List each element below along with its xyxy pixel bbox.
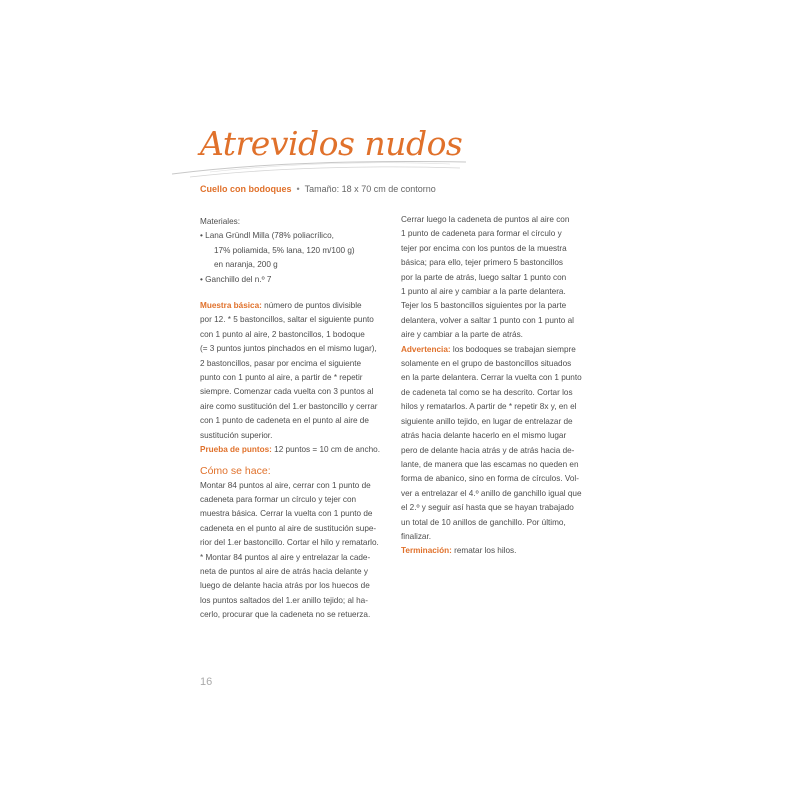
como-line: Montar 84 puntos al aire, cerrar con 1 punto de — [200, 480, 371, 490]
intro-line: 1 punto al aire y cambiar a la parte delantera. — [401, 287, 566, 297]
muestra-line: sustitución superior. — [200, 430, 273, 440]
decorative-swoosh — [170, 150, 470, 180]
prueba-paragraph — [200, 443, 392, 457]
muestra-paragraph-first — [200, 299, 392, 313]
terminacion-paragraph — [401, 544, 593, 558]
muestra-text: número de puntos divisible — [261, 301, 362, 311]
page-number: 16 — [200, 676, 213, 688]
advertencia-line: en la parte delantera. Cerrar la vuelta con 1 punto — [401, 373, 582, 383]
advertencia-line: hilos y rematarlos. A partir de * repetir 8x y, en el — [401, 402, 577, 412]
prueba-text: 12 puntos = 10 cm de ancho. — [271, 445, 380, 455]
advertencia-line: solamente en el grupo de bastoncillos situados — [401, 359, 572, 369]
right-column — [401, 213, 593, 559]
como-line: los puntos saltados del 1.er anillo tejido; al ha- — [200, 595, 368, 605]
advertencia-line: pero de delante hacia atrás y de atrás hacia de- — [401, 445, 575, 455]
prueba-label: Prueba de puntos: — [200, 445, 272, 455]
project-name: Cuello con bodoques — [200, 184, 292, 194]
materials-line: en naranja, 200 g — [214, 260, 278, 270]
como-line: * Montar 84 puntos al aire y entrelazar la cade- — [200, 552, 371, 562]
muestra-line: con 1 punto de cadeneta en el punto al aire de — [200, 416, 369, 426]
muestra-label: Muestra básica: — [200, 301, 262, 311]
como-heading: Cómo se hace: — [200, 464, 271, 477]
como-line: cerlo, procurar que la cadeneta no se retuerza. — [200, 610, 371, 620]
advertencia-text: los bodoques se trabajan siempre — [450, 344, 576, 354]
intro-line: Tejer los 5 bastoncillos siguientes por la parte — [401, 301, 567, 311]
como-line: cadeneta en el punto al aire de sustitución supe- — [200, 523, 377, 533]
intro-line: por la parte de atrás, luego saltar 1 punto con — [401, 272, 567, 282]
advertencia-line: finalizar. — [401, 531, 432, 541]
intro-line: 1 punto de cadeneta para formar el círculo y — [401, 229, 562, 239]
intro-line: delantera, volver a saltar 1 punto con 1 punto al — [401, 315, 574, 325]
muestra-line: (= 3 puntos juntos pinchados en el mismo lugar), — [200, 344, 377, 354]
materials-line: • Lana Gründl Milla (78% poliacrílico, — [200, 231, 334, 241]
terminacion-label: Terminación: — [401, 546, 452, 556]
terminacion-text: rematar los hilos. — [451, 546, 517, 556]
left-column — [200, 215, 392, 623]
project-subtitle — [200, 184, 436, 194]
bullet-separator: • — [296, 184, 300, 194]
page-title: Atrevidos nudos — [200, 124, 463, 163]
muestra-line: con 1 punto al aire, 2 bastoncillos, 1 bodoque — [200, 329, 365, 339]
materials-heading: Materiales: — [200, 217, 241, 226]
como-line: rior del 1.er bastoncillo. Cortar el hilo y rematarlo. — [200, 538, 379, 548]
intro-line: básica; para ello, tejer primero 5 bastoncillos — [401, 258, 564, 268]
advertencia-paragraph-first — [401, 343, 593, 357]
intro-line: tejer por encima con los puntos de la muestra — [401, 243, 567, 253]
advertencia-line: un total de 10 anillos de ganchillo. Por último, — [401, 517, 566, 527]
advertencia-line: el 2.º y seguir así hasta que se hayan trabajado — [401, 503, 574, 513]
advertencia-label: Advertencia: — [401, 344, 451, 354]
advertencia-line: atrás hacia delante hacerlo en el mismo lugar — [401, 431, 567, 441]
muestra-line: por 12. * 5 bastoncillos, saltar el siguiente punto — [200, 315, 374, 325]
muestra-line: aire como sustitución del 1.er bastoncillo y cerrar — [200, 401, 378, 411]
como-line: neta de puntos al aire de atrás hacia delante y — [200, 566, 368, 576]
advertencia-line: lante, de manera que las escamas no queden en — [401, 459, 579, 469]
muestra-line: siempre. Comenzar cada vuelta con 3 puntos al — [200, 387, 374, 397]
muestra-line: 2 bastoncillos, pasar por encima el siguiente — [200, 358, 362, 368]
advertencia-line: ver a entrelazar el 4.º anillo de ganchillo igual que — [401, 488, 582, 498]
muestra-line: punto con 1 punto al aire, a partir de * repetir — [200, 373, 363, 383]
intro-line: Cerrar luego la cadeneta de puntos al aire con — [401, 215, 570, 224]
como-line: muestra básica. Cerrar la vuelta con 1 punto de — [200, 509, 373, 519]
materials-line: 17% poliamida, 5% lana, 120 m/100 g) — [214, 245, 355, 255]
materials-line: • Ganchillo del n.º 7 — [200, 274, 272, 284]
advertencia-line: forma de abanico, sino en forma de círculos. Vol- — [401, 474, 579, 484]
advertencia-line: de cadeneta tal como se ha descrito. Cortar los — [401, 387, 573, 397]
project-size: Tamaño: 18 x 70 cm de contorno — [304, 184, 436, 194]
como-line: cadeneta para formar un círculo y tejer con — [200, 494, 357, 504]
como-line: luego de delante hacia atrás por los huecos de — [200, 581, 370, 591]
advertencia-line: siguiente anillo tejido, en lugar de entrelazar de — [401, 416, 573, 426]
intro-line: aire y cambiar a la parte de atrás. — [401, 330, 523, 340]
